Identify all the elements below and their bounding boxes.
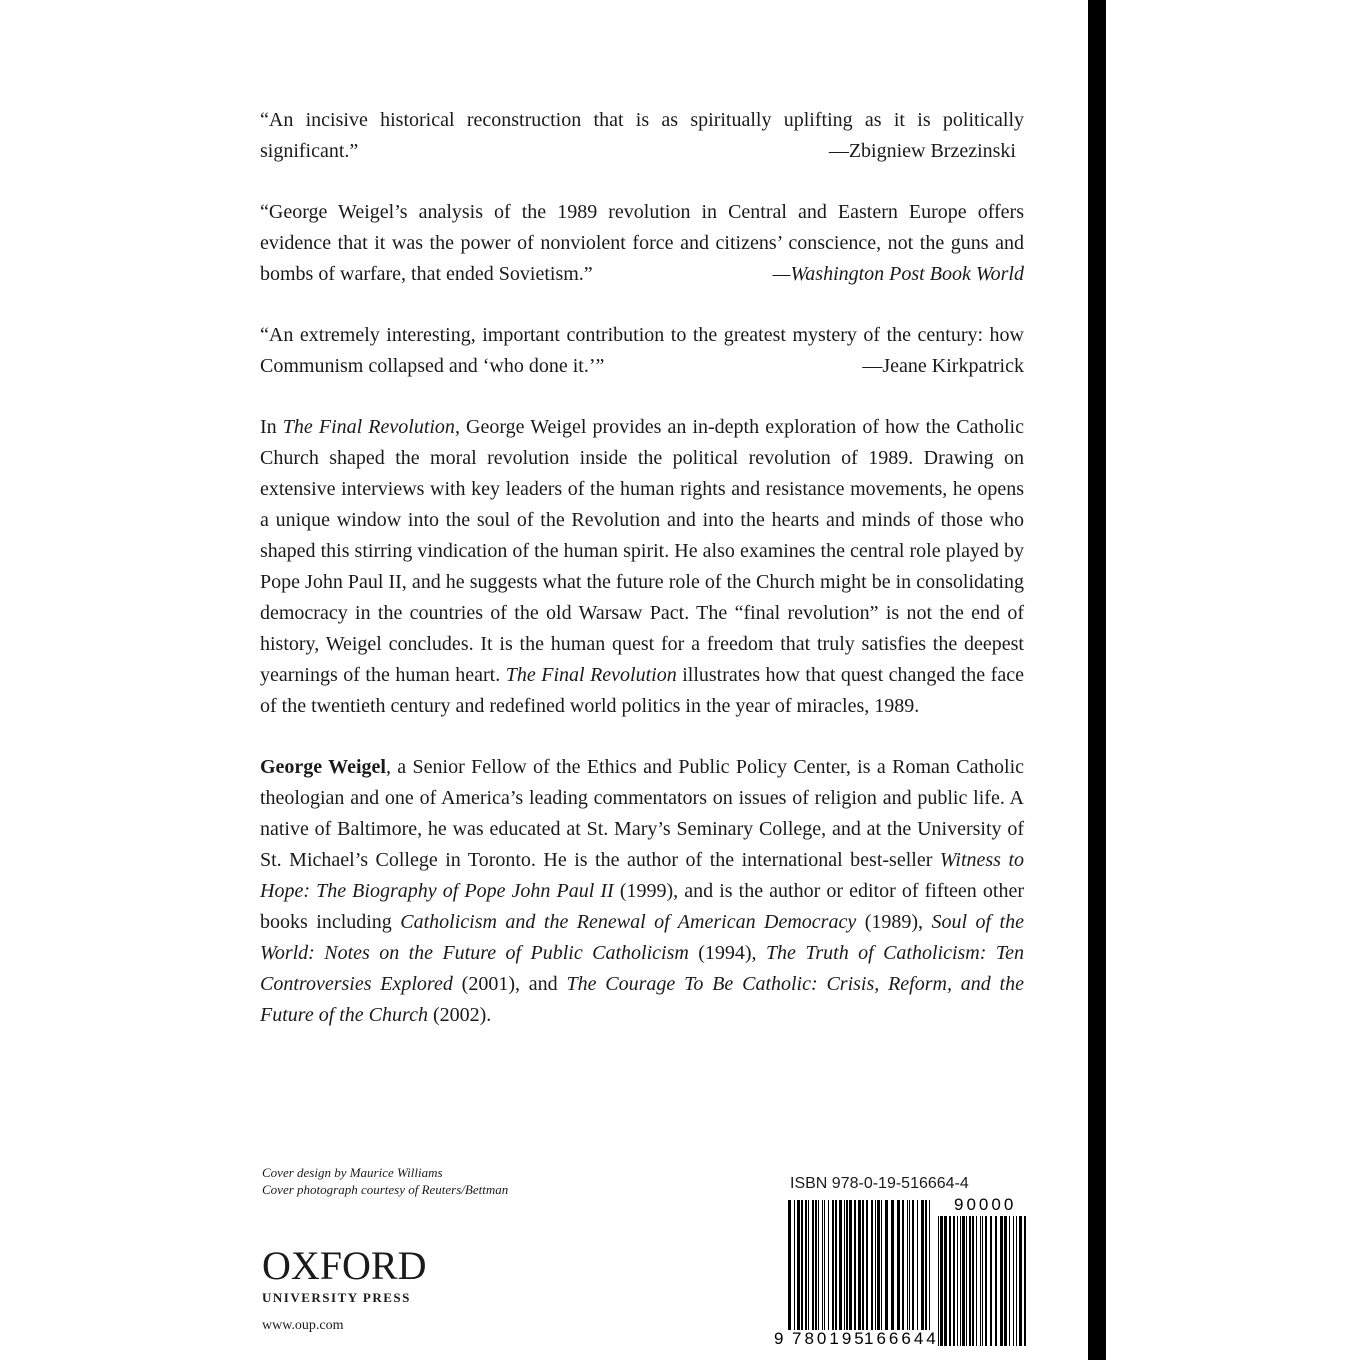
- barcode-bar: [794, 1200, 795, 1330]
- quote-source: —Zbigniew Brzezinski: [828, 140, 1016, 162]
- publisher-logo: [262, 1244, 426, 1334]
- barcode-bar: [822, 1200, 823, 1330]
- quote-tail: significant.”: [260, 140, 359, 162]
- barcode-bar: [912, 1200, 914, 1330]
- publisher-url: www.oup.com: [262, 1318, 344, 1333]
- barcode-bar: [881, 1200, 882, 1330]
- quote-text: “George Weigel’s analysis of the 1989 revolution in Central and Eastern Europe offers evidence that it was the power of nonviolent force and citizens’ conscience, not the guns and: [260, 201, 1024, 254]
- book-title: The Final Revolution: [282, 416, 455, 438]
- barcode-bar: [921, 1200, 924, 1330]
- barcode-bar: [1013, 1216, 1014, 1346]
- barcode-bar: [788, 1200, 791, 1330]
- barcode-bar: [815, 1200, 817, 1330]
- ean-right-digits: 166644: [864, 1329, 939, 1346]
- barcode-bar: [858, 1200, 861, 1330]
- barcode-bar: [849, 1200, 852, 1330]
- barcode-bar: [995, 1216, 997, 1346]
- quote-source: —Jeane Kirkpatrick: [862, 355, 1024, 377]
- barcode-bar: [801, 1200, 803, 1330]
- quote-brzezinski: [260, 105, 1024, 167]
- cover-credits: [262, 1164, 508, 1198]
- barcode-bar: [953, 1216, 955, 1346]
- barcode-bar: [944, 1216, 947, 1346]
- barcode-bar: [877, 1200, 880, 1330]
- barcode-bar: [949, 1216, 951, 1346]
- price-code: 90000: [954, 1196, 1017, 1214]
- quote-tail: Communism collapsed and ‘who done it.’”: [260, 355, 605, 377]
- barcode-bar: [1000, 1216, 1003, 1346]
- barcode-bar: [875, 1200, 876, 1330]
- quote-kirkpatrick: [260, 320, 1024, 382]
- barcode-bar: [808, 1200, 809, 1330]
- isbn-block: [772, 1174, 1032, 1346]
- quote-text: “An incisive historical reconstruction that is as spiritually uplifting as it is politically: [260, 109, 1024, 131]
- barcode-bar: [866, 1200, 868, 1330]
- barcode-bar: [835, 1200, 837, 1330]
- barcode-bar: [885, 1200, 888, 1330]
- ean-left-digits: 780195: [792, 1329, 867, 1346]
- barcode-bar: [846, 1200, 848, 1330]
- quote-source: —Washington Post Book World: [772, 263, 1024, 285]
- barcode-bar: [897, 1200, 900, 1330]
- barcode-bar: [1016, 1216, 1017, 1346]
- quote-washington-post: [260, 197, 1024, 290]
- barcode-bar: [957, 1216, 958, 1346]
- barcode-bar: [844, 1200, 845, 1330]
- barcode-bar: [828, 1200, 829, 1330]
- barcode-bar: [891, 1200, 894, 1330]
- barcode-bar: [818, 1200, 819, 1330]
- quote-text: “An extremely interesting, important contribution to the greatest mystery of the century: how: [260, 324, 1024, 346]
- barcode-bar: [909, 1200, 910, 1330]
- barcode-bar: [797, 1200, 800, 1330]
- barcode-bar: [862, 1200, 864, 1330]
- barcode-bar: [962, 1216, 965, 1346]
- isbn-barcode: [772, 1196, 1032, 1346]
- barcode-bar: [925, 1200, 927, 1330]
- barcode-bar: [832, 1200, 834, 1330]
- publisher-subtitle: UNIVERSITY PRESS: [262, 1290, 411, 1305]
- spine-edge-band: [1088, 0, 1106, 1360]
- barcode-bar: [976, 1216, 977, 1346]
- author-bio: George Weigel, a Senior Fellow of the Ethics and Public Policy Center, is a Roman Catholic theologian and one of America’s leading commentators on issues of religion and public life. A native of Baltimore, he was educated at St. Mary’s Seminary College, and at the University of St. Michael’s College in Toronto. He is the author of the international best-seller Witness to Hope: The Biography of Pope John Paul II (1999), and is the author or editor of fifteen other books including Catholicism and the Renewal of American Democracy (1989), Soul of the World: Notes on the Future of Public Catholicism (1994), The Truth of Catholicism: Ten Controversies Explored (2001), and The Courage To Be Catholic: Crisis, Reform, and the Future of the Church (2002).: [260, 756, 1024, 1026]
- barcode-bar: [805, 1200, 807, 1330]
- barcode-bar: [990, 1216, 992, 1346]
- barcode-bar: [929, 1200, 930, 1330]
- barcode-bar: [854, 1200, 856, 1330]
- cover-design-credit: Cover design by Maurice Williams: [262, 1165, 443, 1180]
- book-description: In The Final Revolution, George Weigel provides an in-depth exploration of how the Catholic Church shaped the moral revolution inside the political revolution of 1989. Drawing on extensive interviews with key leaders of the human rights and resistance movements, he opens a unique window into the soul of the Revolution and into the hearts and minds of those who shaped this stirring vindication of the human spirit. He also examines the central role played by Pope John Paul II, and he suggests what the future role of the Church might be in consolidating democracy in the countries of the old Warsaw Pact. The “final revolution” is not the end of history, Weigel concludes. It is the human quest for a freedom that truly satisfies the deepest yearnings of the human heart. The Final Revolution illustrates how that quest changed the face of the twentieth century and redefined world politics in the year of miracles, 1989.: [260, 416, 1024, 717]
- barcode-bar: [839, 1200, 842, 1330]
- barcode-bar: [972, 1216, 974, 1346]
- isbn-label: ISBN 978-0-19-516664-4: [790, 1175, 969, 1192]
- barcode-bar: [940, 1216, 943, 1346]
- barcode-bar: [917, 1200, 918, 1330]
- barcode-bar: [980, 1216, 981, 1346]
- barcode-bar: [1019, 1216, 1022, 1346]
- barcode-bar: [902, 1200, 904, 1330]
- cover-photo-credit: Cover photograph courtesy of Reuters/Bettman: [262, 1182, 509, 1197]
- barcode-bar: [1009, 1216, 1010, 1346]
- quote-tail: bombs of warfare, that ended Sovietism.”: [260, 263, 593, 285]
- book-title: The Final Revolution: [505, 664, 677, 686]
- barcode-bar: [1024, 1216, 1026, 1346]
- barcode-bar: [812, 1200, 814, 1330]
- barcode-bar: [966, 1216, 967, 1346]
- barcode-bar: [969, 1216, 971, 1346]
- barcode-bar: [938, 1216, 939, 1346]
- barcode-bar: [985, 1216, 987, 1346]
- barcode-bar: [1004, 1216, 1007, 1346]
- barcode-bar: [824, 1200, 825, 1330]
- ean-lead-digit: 9: [774, 1329, 784, 1346]
- back-cover-text: [260, 105, 1024, 1031]
- barcode-bar: [982, 1216, 983, 1346]
- barcode-bar: [907, 1200, 908, 1330]
- barcode-bar: [960, 1216, 961, 1346]
- publisher-name: OXFORD: [262, 1243, 427, 1288]
- author-name: George Weigel: [260, 756, 386, 778]
- barcode-bar: [871, 1200, 873, 1330]
